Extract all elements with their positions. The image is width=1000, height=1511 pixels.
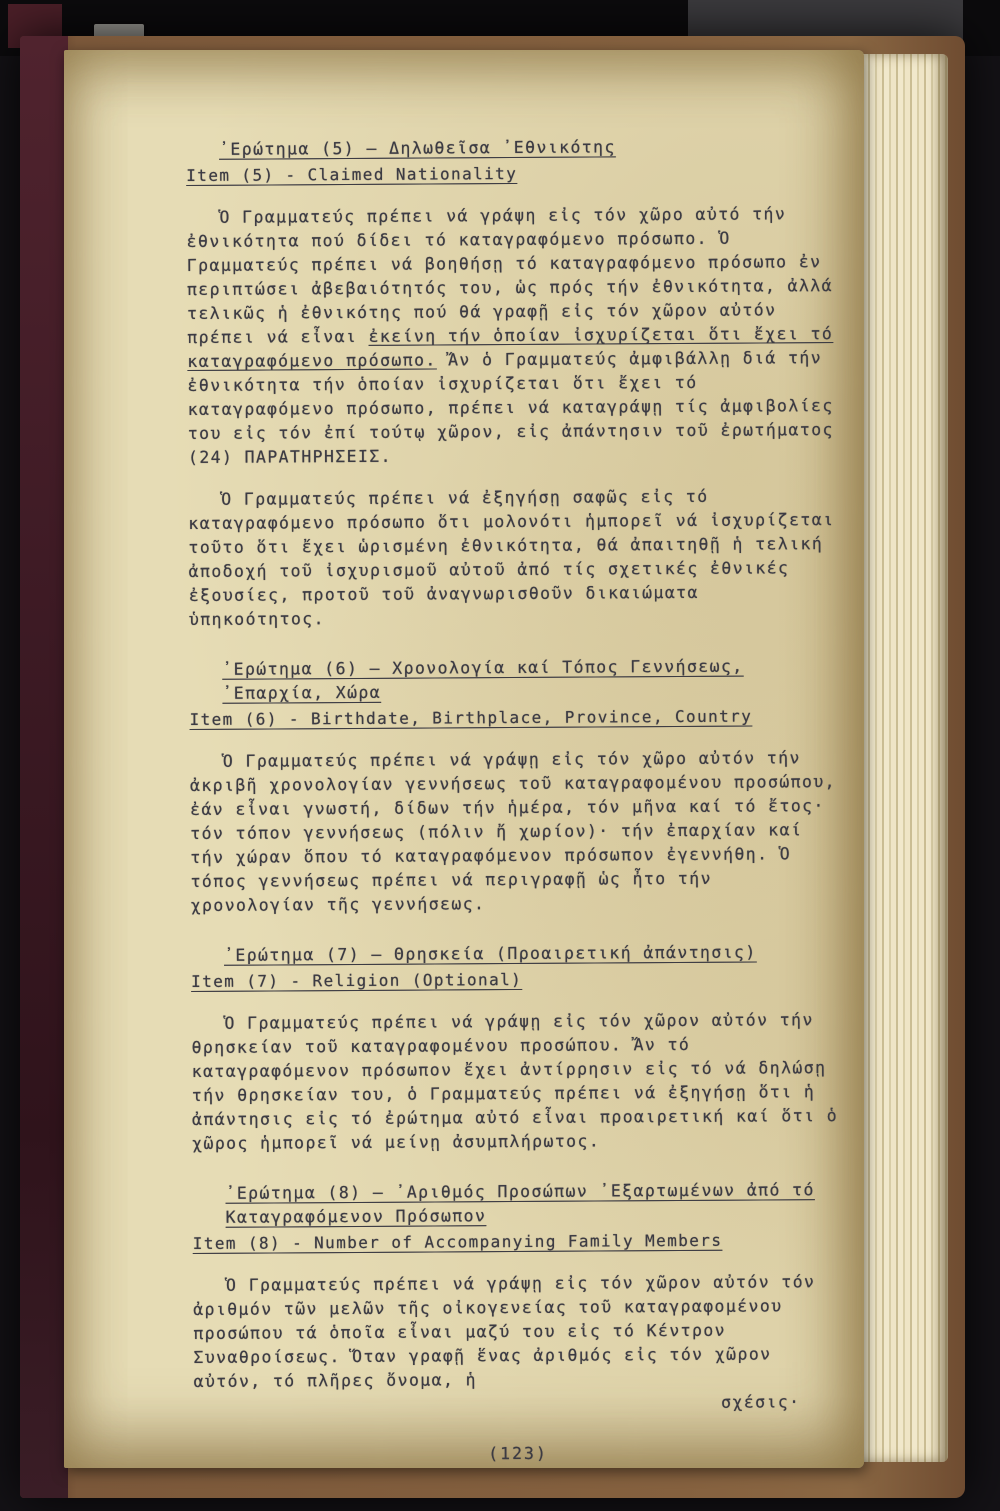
section-heading-greek: ᾽Ερώτημα (7) – Θρησκεία (Προαιρετική ἀπάντησις) [223,942,757,965]
paragraph-tail: σχέσις· [721,1392,801,1412]
section-item-7 [191,940,840,1156]
paragraph: Ὁ Γραμματεύς πρέπει νά ἐξηγήσῃ σαφῶς εἰς τό καταγραφόμενο πρόσωπο ὅτι μολονότι ἡμπορεῖ νά ἰσχυρίζεται τοῦτο ὅτι ἔχει ὡρισμένη ἐθνικότητα, θά ἀπαιτηθῇ ἡ τελική ἀποδοχή τοῦ ἰσχυρισμοῦ αὐτοῦ ἀπό τίς σχετικές ἐθνικές ἐξουσίες, προτοῦ τοῦ ἀναγνωρισθοῦν δικαιώματα ὑπηκοότητος. [188,486,835,629]
section-heading-greek: ᾽Ερώτημα (8) – ᾽Αριθμός Προσώπων ᾽Εξαρτωμένων ἀπό τό Καταγραφόμενον Πρόσωπον [225,1180,815,1227]
document-page [64,50,864,1468]
page-edges [856,54,948,1462]
paragraph-underlined-text: ἐκείνη τήν ὁποίαν ἰσχυρίζεται ὅτι ἔχει τό καταγραφόμενο πρόσωπο. [187,324,834,371]
section-heading-english: Item (8) - Number of Accompanying Family Members [192,1230,723,1253]
page-number: (123) [488,1443,548,1464]
page-content [186,134,842,1468]
section-heading-greek: ᾽Ερώτημα (6) – Χρονολογία καί Τόπος Γεννήσεως, ᾽Επαρχία, Χώρα [222,656,744,703]
paragraph: Ὁ Γραμματεύς πρέπει νά γράψῃ εἰς τόν χῶρον αὐτόν τήν θρησκείαν τοῦ καταγραφομένου προσώπου. Ἄν τό καταγραφόμενον πρόσωπον ἔχει ἀντίρρησιν εἰς τό νά δηλώσῃ τήν θρησκείαν του, ὁ Γραμματεύς πρέπει νά ἐξηγήσῃ ὅτι ἡ ἀπάντησις εἰς τό ἐρώτημα αὐτό εἶναι προαιρετική καί ὅτι ὁ χῶρος ἡμπορεῖ νά μείνῃ ἀσυμπλήρωτος. [191,1010,839,1153]
section-item-8 [192,1178,841,1418]
paragraph: Ὁ Γραμματεύς πρέπει νά γράψῃ εἰς τόν χῶρον αὐτόν τόν ἀριθμόν τῶν μελῶν τῆς οἰκογενείας τοῦ καταγραφομένου προσώπου τά ὁποῖα εἶναι μαζύ του εἰς τό Κέντρον Συναθροίσεως. Ὅταν γραφῇ ἕνας ἀριθμός εἰς τόν χῶρον αὐτόν, τό πλῆρες ὄνομα, ἡ [193,1272,816,1391]
section-item-6 [189,654,839,918]
section-heading-english: Item (5) - Claimed Nationality [186,163,518,185]
book-spine [20,36,68,1498]
section-item-5 [186,134,837,632]
paragraph [186,202,836,470]
section-heading-greek: ᾽Ερώτημα (5) – Δηλωθεῖσα ᾽Εθνικότης [219,137,616,159]
section-heading-english: Item (6) - Birthdate, Birthplace, Province, Country [189,706,753,729]
paragraph: Ὁ Γραμματεύς πρέπει νά γράψῃ εἰς τόν χῶρο αὐτόν τήν ἀκριβῆ χρονολογίαν γεννήσεως τοῦ καταγραφομένου προσώπου, ἐάν εἶναι γνωστή, δίδων τήν ἡμέρα, τόν μῆνα καί τό ἔτος· τόν τόπον γεννήσεως (πόλιν ἤ χωρίον)· τήν ἐπαρχίαν καί τήν χώραν ὅπου τό καταγραφόμενον πρόσωπον ἐγεννήθη. Ὁ τόπος γεννήσεως πρέπει νά περιγραφῇ ὡς ἦτο τήν χρονολογίαν τῆς γεννήσεως. [189,748,837,915]
paragraph-text: Ἄν ὁ Γραμματεύς ἀμφιβάλλῃ διά τήν ἐθνικότητα τήν ὁποίαν ἰσχυρίζεται ὅτι ἔχει τό καταγραφόμενο πρόσωπο, πρέπει νά καταγράψῃ τίς ἀμφιβολίες του εἰς τόν ἐπί τούτῳ χῶρον, εἰς ἀπάντησιν τοῦ ἐρωτήματος (24) ΠΑΡΑΤΗΡΗΣΕΙΣ. [187,348,834,467]
section-heading-english: Item (7) - Religion (Optional) [191,969,523,991]
paragraph-text: Ὁ Γραμματεύς πρέπει νά γράψη εἰς τόν χῶρο αὐτό τήν ἐθνικότητα πού δίδει τό καταγραφόμενο πρόσωπο. Ὁ Γραμματεύς πρέπει νά βοηθήσῃ τό καταγραφόμενο πρόσωπο ἐν περιπτώσει ἀβεβαιότητός του, ὡς πρός τήν ἐθνικότητα, ἀλλά τελικῶς ἡ ἐθνικότης πού θά γραφῇ εἰς τόν χῶρον αὐτόν πρέπει νά εἶναι [186,204,834,347]
